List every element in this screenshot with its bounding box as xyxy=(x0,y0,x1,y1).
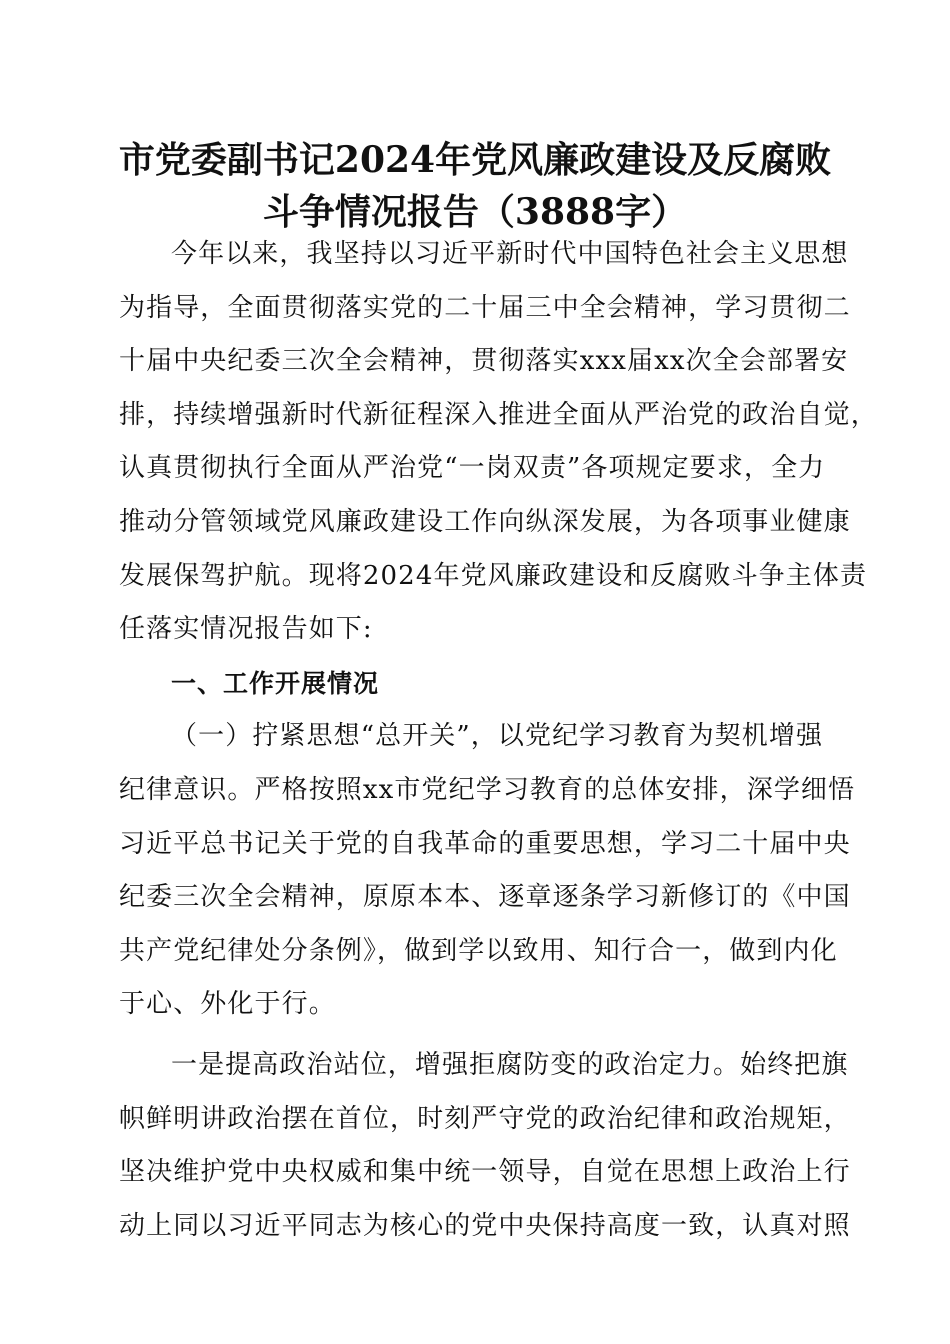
document-body xyxy=(119,228,878,1253)
paragraph-line: 发展保驾护航。现将2024年党风廉政建设和反腐败斗争主体责 xyxy=(119,560,868,591)
paragraph-line: 为指导，全面贯彻落实党的二十届三中全会精神，学习贯彻二 xyxy=(119,292,851,323)
paragraph-line: 任落实情况报告如下: xyxy=(119,614,373,645)
paragraph-line: 帜鲜明讲政治摆在首位，时刻严守党的政治纪律和政治规矩， xyxy=(119,1103,851,1134)
paragraph-line: 推动分管领域党风廉政建设工作向纵深发展，为各项事业健康 xyxy=(119,506,851,537)
paragraph-line: 共产党纪律处分条例》，做到学以致用、知行合一，做到内化 xyxy=(119,935,838,966)
paragraph-line: 认真贯彻执行全面从严治党“一岗双责”各项规定要求，全力 xyxy=(119,453,826,484)
paragraph-line: 习近平总书记关于党的自我革命的重要思想，学习二十届中央 xyxy=(119,828,851,859)
paragraph-line: 动上同以习近平同志为核心的党中央保持高度一致，认真对照 xyxy=(119,1210,851,1241)
document-title-line-2: 斗争情况报告（3888字） xyxy=(262,191,688,233)
paragraph-line: 纪律意识。严格按照xx市党纪学习教育的总体安排，深学细悟 xyxy=(119,774,856,805)
subsection-line: （一）拧紧思想“总开关”，以党纪学习教育为契机增强 xyxy=(171,721,824,752)
section-heading: 一、工作开展情况 xyxy=(171,668,380,698)
paragraph-line: 纪委三次全会精神，原原本本、逐章逐条学习新修订的《中国 xyxy=(119,882,851,913)
paragraph-line: 今年以来，我坚持以习近平新时代中国特色社会主义思想 xyxy=(171,239,849,269)
paragraph-line: 排，持续增强新时代新征程深入推进全面从严治党的政治自觉， xyxy=(119,399,878,430)
document-title-line-1: 市党委副书记2024年党风廉政建设及反腐败 xyxy=(118,139,832,181)
paragraph-line: 于心、外化于行。 xyxy=(119,989,336,1020)
paragraph-line: 坚决维护党中央权威和集中统一领导，自觉在思想上政治上行 xyxy=(119,1157,851,1188)
paragraph-line: 十届中央纪委三次全会精神，贯彻落实xxx届xx次全会部署安 xyxy=(119,346,849,377)
paragraph-line: 一是提高政治站位，增强拒腐防变的政治定力。始终把旗 xyxy=(171,1049,849,1080)
